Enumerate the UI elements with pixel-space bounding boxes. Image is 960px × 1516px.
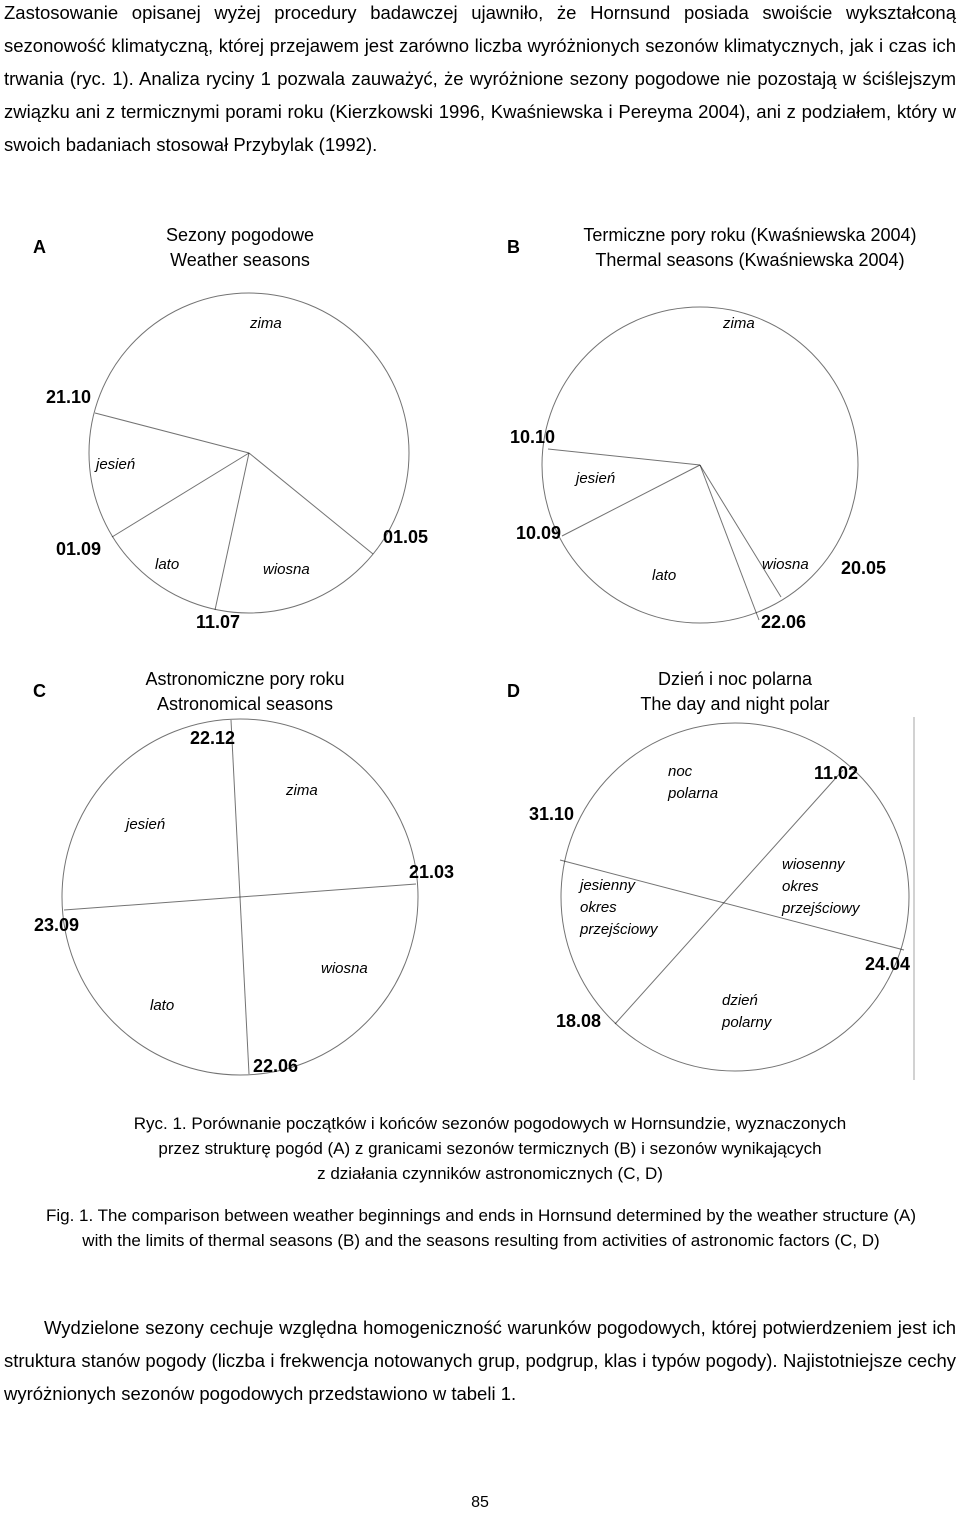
figure-caption-en-line-2: with the limits of thermal seasons (B) and the seasons resulting from activities of astronomic factors (C, D) [82,1231,880,1250]
outro-paragraph [4,1311,956,1410]
pie-d-sector-spring-transition-1: wiosenny [782,856,845,873]
pie-a-date-21-10: 21.10 [46,387,92,407]
figure-caption-en-line-1: Fig. 1. The comparison between weather beginnings and ends in Hornsund determined by the weather structure (A) [45,1206,916,1225]
pie-a-date-11-07: 11.07 [196,612,241,632]
pie-c [62,719,418,1075]
pie-c-sector-jesien: jesień [126,816,166,833]
pie-d-date-18-08: 18.08 [556,1011,602,1031]
pie-d-sector-autumn-transition-2: okres [580,899,617,916]
panel-a-letter: A [33,237,46,257]
figure-caption-pl-line-2: przez strukturę pogód (A) z granicami sezonów termicznych (B) i sezonów wynikających [158,1139,822,1158]
panel-b-title-pl: Termiczne pory roku (Kwaśniewska 2004) [583,225,917,245]
panel-c-title-en: Astronomical seasons [156,694,334,714]
pie-d-sector-autumn-transition-3: przejściowy [580,921,658,938]
pie-c-date-21-03: 21.03 [409,862,455,882]
pie-b-sector-wiosna: wiosna [762,556,809,573]
pie-d-date-11-02: 11.02 [814,763,859,783]
pie-d-sector-autumn-transition-1: jesienny [580,877,636,894]
pie-b [542,307,858,623]
figure-caption-en [6,1203,956,1253]
pie-b-divider-22-06 [700,465,759,620]
figure-caption-pl [20,1111,960,1186]
pie-a-date-01-05: 01.05 [383,527,429,547]
pie-d-sector-spring-transition-2: okres [782,878,819,895]
pie-b-date-10-10: 10.10 [510,427,556,447]
pie-a-divider-11-07 [215,453,249,610]
pie-b-date-22-06: 22.06 [761,612,807,632]
panel-d-title-en: The day and night polar [640,694,830,714]
pie-b-sector-jesien: jesień [576,470,616,487]
pie-a-sector-jesien: jesień [96,456,136,473]
pie-c-date-22-12: 22.12 [190,728,236,748]
pie-d-sector-polar-day-2: polarny [722,1014,772,1031]
intro-paragraph: Zastosowanie opisanej wyżej procedury badawczej ujawniło, że Hornsund posiada swoiście wykształconą sezonowość klimatyczną, której przejawem jest zarówno liczba wyróżnionych sezonów klimatycznych, jak i czas ich trwania (ryc. 1). Analiza ryciny 1 pozwala zauważyć, że wyróżnione sezony pogodowe nie pozostają w ściślejszym związku ani z termicznymi porami roku (Kierzkowski 1996, Kwaśniewska i Pereyma 2004), ani z podziałem, który w swoich badaniach stosował Przybylak (1992). [4,2,956,155]
pie-d-divider-18-08-to-11-02 [615,770,843,1024]
pie-b-divider-20-05 [700,465,781,597]
outro-paragraph-text: Wydzielone sezony cechuje względna homogeniczność warunków pogodowych, której potwierdzeniem jest ich struktura stanów pogody (liczba i frekwencja notowanych grup, podgrup, klas i typów pogody). Najistotniejsze cechy wyróżnionych sezonów pogodowych przedstawiono w tabeli 1. [4,1317,956,1404]
panel-b-letter: B [507,237,520,257]
panel-b-title-en: Thermal seasons (Kwaśniewska 2004) [595,250,905,270]
pie-a-date-01-09: 01.09 [56,539,102,559]
pie-c-sector-zima: zima [286,782,318,799]
pie-d-sector-spring-transition-3: przejściowy [782,900,860,917]
page-number: 85 [471,1494,489,1511]
pie-c-date-23-09: 23.09 [34,915,80,935]
pie-a-sector-lato: lato [155,556,180,573]
pie-a-sector-wiosna: wiosna [263,561,310,578]
figure-caption-pl-line-1: Ryc. 1. Porównanie początków i końców sezonów pogodowych w Hornsundzie, wyznaczonych [133,1114,847,1133]
pie-b-divider-10-10 [548,449,700,465]
pie-b-sector-zima: zima [723,315,755,332]
panel-d-title-pl: Dzień i noc polarna [657,669,813,689]
pie-a-divider-21-10 [95,413,249,453]
pie-a [89,293,409,613]
panel-d-letter: D [507,681,520,701]
pie-d-sector-polar-night-2: polarna [668,785,719,802]
pie-b-sector-lato: lato [652,567,677,584]
pie-d-date-31-10: 31.10 [529,804,575,824]
pie-c-sector-wiosna: wiosna [321,960,368,977]
pie-c-sector-lato: lato [150,997,175,1014]
pie-d-date-24-04: 24.04 [865,954,911,974]
pie-d-sector-polar-day-1: dzień [722,992,758,1009]
pie-a-divider-01-05 [249,453,373,554]
panel-a-title-en: Weather seasons [170,250,310,270]
pie-b-date-20-05: 20.05 [841,558,887,578]
pie-d-sector-polar-night-1: noc [668,763,693,780]
figure-caption-pl-line-3: z działania czynników astronomicznych (C, D) [317,1164,663,1183]
pie-a-sector-zima: zima [250,315,282,332]
panel-c-letter: C [33,681,46,701]
panel-a-title-pl: Sezony pogodowe [165,225,315,245]
pie-b-date-10-09: 10.09 [516,523,562,543]
panel-c-title-pl: Astronomiczne pory roku [145,669,345,689]
pie-c-date-22-06: 22.06 [253,1056,299,1076]
